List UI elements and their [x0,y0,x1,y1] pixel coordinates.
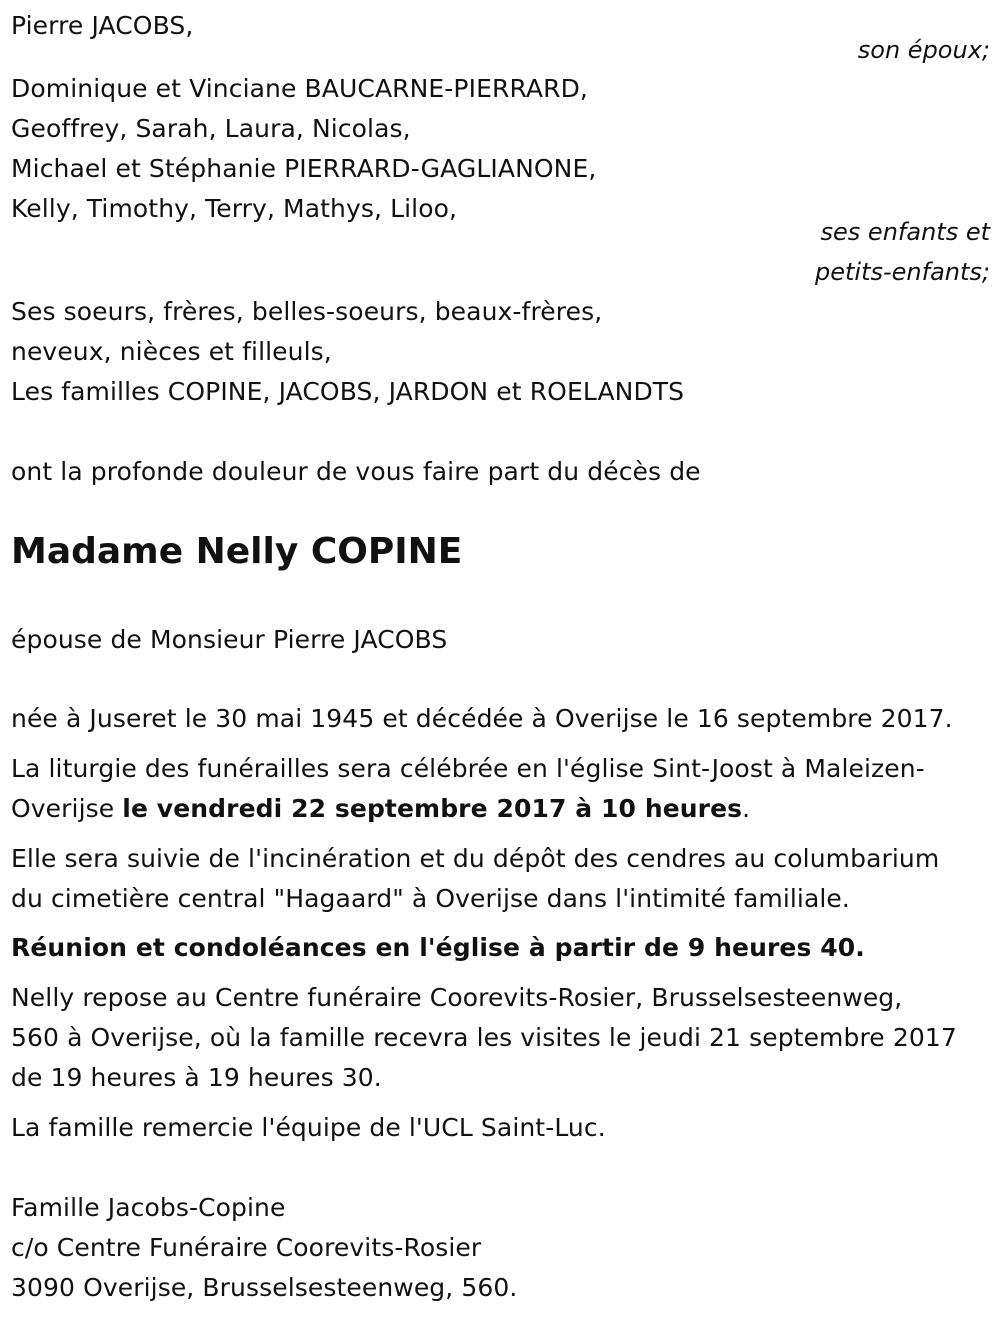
ceremony-suffix: . [742,794,751,823]
thanks: La famille remercie l'équipe de l'UCL Saint-Luc. [11,1113,606,1142]
ceremony-date: le vendredi 22 septembre 2017 à 10 heures [122,794,743,823]
birth-death: née à Juseret le 30 mai 1945 et décédée à Overijse le 16 septembre 2017. [11,704,953,733]
children-line-1: Dominique et Vinciane BAUCARNE-PIERRARD, [11,74,588,103]
announcement: ont la profonde douleur de vous faire part du décès de [11,457,701,486]
visitation-line-3: de 19 heures à 19 heures 30. [11,1063,382,1092]
address-line-1: Famille Jacobs-Copine [11,1193,286,1222]
family-line-3: Les familles COPINE, JACOBS, JARDON et ROELANDTS [11,377,685,406]
spouse-of: épouse de Monsieur Pierre JACOBS [11,625,448,654]
children-role-line-1: ses enfants et [820,218,990,246]
address-line-2: c/o Centre Funéraire Coorevits-Rosier [11,1233,482,1262]
deceased-name: Madame Nelly COPINE [11,531,463,572]
family-line-1: Ses soeurs, frères, belles-soeurs, beaux-frères, [11,297,603,326]
cremation-line-1: Elle sera suivie de l'incinération et du dépôt des cendres au columbarium [11,844,940,873]
visitation-line-2: 560 à Overijse, où la famille recevra les visites le jeudi 21 septembre 2017 [11,1023,957,1052]
ceremony-prefix: Overijse [11,794,123,823]
children-line-3: Michael et Stéphanie PIERRARD-GAGLIANONE, [11,154,597,183]
address-line-3: 3090 Overijse, Brusselsesteenweg, 560. [11,1273,518,1302]
children-line-2: Geoffrey, Sarah, Laura, Nicolas, [11,114,411,143]
visitation-line-1: Nelly repose au Centre funéraire Coorevits-Rosier, Brusselsesteenweg, [11,983,903,1012]
condolences: Réunion et condoléances en l'église à partir de 9 heures 40. [11,933,865,962]
family-line-2: neveux, nièces et filleuls, [11,337,332,366]
ceremony-line-2 [11,789,750,829]
children-line-4: Kelly, Timothy, Terry, Mathys, Liloo, [11,194,458,223]
ceremony-line-1: La liturgie des funérailles sera célébrée en l'église Sint-Joost à Maleizen- [11,754,925,783]
cremation-line-2: du cimetière central "Hagaard" à Overijse dans l'intimité familiale. [11,884,850,913]
children-role-line-2: petits-enfants; [815,258,990,286]
spouse-name: Pierre JACOBS, [11,11,194,40]
spouse-role: son époux; [857,36,990,64]
